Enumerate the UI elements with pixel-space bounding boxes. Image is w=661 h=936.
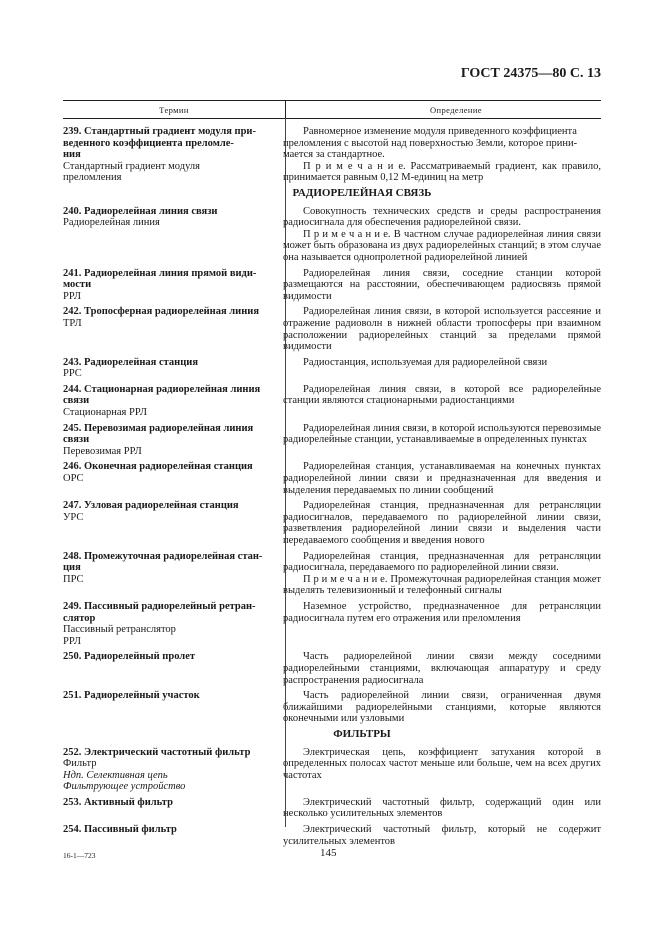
header-column-separator xyxy=(285,100,286,119)
term-cell xyxy=(63,384,278,419)
term-cell xyxy=(63,268,278,303)
definition-cell xyxy=(283,384,601,419)
term-name: 251. Радиорелейный участок xyxy=(63,690,200,702)
term-synonym: ПРС xyxy=(63,573,84,585)
glossary-entry xyxy=(63,206,601,264)
term-synonym: Пассивный ретранслятор xyxy=(63,624,176,636)
definition-cell xyxy=(283,206,601,264)
term-synonym: Стандартный градиент модуля xyxy=(63,160,200,172)
term-cell xyxy=(63,126,278,184)
definition-cell xyxy=(283,357,601,380)
glossary-entry xyxy=(63,357,601,380)
definition-text: Наземное устройство, предназначенное для ретрансляции радиосигнала путем его отражения или преломления xyxy=(283,600,601,624)
page-number: 145 xyxy=(320,847,337,859)
glossary-entry xyxy=(63,126,601,184)
definition-cell xyxy=(283,601,601,647)
definition-cell xyxy=(283,500,601,546)
header-top-rule xyxy=(63,100,601,101)
term-cell xyxy=(63,651,278,686)
term-synonym: ОРС xyxy=(63,473,84,485)
term-cell xyxy=(63,690,278,725)
definition-text: Радиорелейная линия связи, в которой используются перевозимые радиорелейные станции, устанавливаемые в определенных пунктах xyxy=(283,422,601,446)
term-name: 244. Стационарная радиорелейная линия xyxy=(63,383,261,395)
term-name: 248. Промежуточная радиорелейная стан- xyxy=(63,550,263,562)
definition-text: Равномерное изменение модуля приведенного коэффициента xyxy=(303,126,577,137)
header-bottom-rule xyxy=(63,118,601,119)
definition-text: Часть радиорелейной линии связи, ограниченная двумя ближайшими радиорелейными станциями, которые являются оконечными или узловыми xyxy=(283,690,601,725)
glossary-entry xyxy=(63,690,601,725)
term-cell xyxy=(63,551,278,597)
term-cell xyxy=(63,824,278,847)
glossary-entry xyxy=(63,824,601,847)
table-header xyxy=(63,100,601,119)
term-name: 241. Радиорелейная линия прямой види- xyxy=(63,267,257,279)
column-definition-heading: Определение xyxy=(430,105,482,115)
definition-cell xyxy=(283,690,601,725)
term-name: 246. Оконечная радиорелейная станция xyxy=(63,461,253,473)
glossary-entry xyxy=(63,423,601,458)
term-cell xyxy=(63,500,278,546)
term-deprecated: Ндп. Селективная цепь xyxy=(63,769,168,781)
term-name: мости xyxy=(63,279,92,291)
definition-text: преломления с высотой над поверхностью Земли, которое прини- xyxy=(283,137,578,149)
term-cell xyxy=(63,797,278,820)
definition-text: мается за стандартное. xyxy=(283,149,385,161)
entries-group-radio-relay xyxy=(63,206,601,725)
term-synonym: РРЛ xyxy=(63,635,82,647)
definition-cell xyxy=(283,423,601,458)
term-name: 252. Электрический частотный фильтр xyxy=(63,746,251,758)
definition-text: Радиорелейная станция, предназначенная для ретрансляции радиосигналов, передаваемого по радиорелейной линии связи, разветвления радиорелейной линии связи и выделения части передаваемого сообщения и введения нового xyxy=(283,500,601,546)
term-name: 240. Радиорелейная линия связи xyxy=(63,205,218,217)
term-deprecated: Фильтрующее устройство xyxy=(63,781,186,793)
entries-group-filters xyxy=(63,747,601,848)
term-name: веденного коэффициента преломле- xyxy=(63,137,234,149)
definition-text: Радиостанция, используемая для радиорелейной связи xyxy=(303,356,548,368)
definition-text: Электрический частотный фильтр, который не содержит усилительных элементов xyxy=(283,824,601,847)
definition-cell xyxy=(283,824,601,847)
definition-text: Электрическая цепь, коэффициент затухания которой в определенных полосах частот меньше или больше, чем на всех других частотах xyxy=(283,746,601,781)
term-name: 245. Перевозимая радиорелейная линия xyxy=(63,422,254,434)
glossary-entry xyxy=(63,601,601,647)
definition-note: П р и м е ч а н и е. В частном случае радиорелейная линия связи может быть образована из двух радиорелейных станций; в этом случае она называется однопролетной радиорелейной линией xyxy=(283,228,601,263)
term-cell xyxy=(63,423,278,458)
definition-cell xyxy=(283,126,601,184)
term-synonym: Стационарная РРЛ xyxy=(63,407,148,419)
glossary-entry xyxy=(63,551,601,597)
print-code: 16-1—723 xyxy=(63,851,96,860)
definition-text: Электрический частотный фильтр, содержащий один или несколько усилительных элементов xyxy=(283,796,601,820)
column-term-heading: Термин xyxy=(159,105,189,115)
term-name: 254. Пассивный фильтр xyxy=(63,824,177,836)
definition-note: П р и м е ч а н и е. Рассматриваемый градиент, как правило, принимается равным 0,12 М-единиц на метр xyxy=(283,160,601,184)
term-name: 247. Узловая радиорелейная станция xyxy=(63,500,239,512)
term-cell xyxy=(63,306,278,352)
term-name: ция xyxy=(63,562,81,574)
term-synonym: преломления xyxy=(63,172,122,184)
definition-cell xyxy=(283,551,601,597)
glossary-entry xyxy=(63,384,601,419)
term-name: слятор xyxy=(63,612,96,624)
glossary-entry xyxy=(63,797,601,820)
definition-cell xyxy=(283,747,601,793)
glossary-entry xyxy=(63,268,601,303)
term-synonym: УРС xyxy=(63,511,84,523)
term-name: 242. Тропосферная радиорелейная линия xyxy=(63,306,260,318)
glossary-body xyxy=(63,126,601,851)
definition-text: Радиорелейная линия связи, в которой все радиорелейные станции являются стационарными радиостанциями xyxy=(283,383,601,407)
term-cell xyxy=(63,461,278,496)
definition-cell xyxy=(283,306,601,352)
definition-cell xyxy=(283,797,601,820)
entries-group-gradient xyxy=(63,126,601,184)
glossary-entry xyxy=(63,500,601,546)
term-name: 249. Пассивный радиорелейный ретран- xyxy=(63,600,256,612)
term-cell xyxy=(63,357,278,380)
term-name: 243. Радиорелейная станция xyxy=(63,356,199,368)
term-synonym: ТРЛ xyxy=(63,317,82,329)
definition-cell xyxy=(283,268,601,303)
glossary-entry xyxy=(63,461,601,496)
definition-cell xyxy=(283,651,601,686)
term-name: 250. Радиорелейный пролет xyxy=(63,651,196,663)
definition-cell xyxy=(283,461,601,496)
term-name: 253. Активный фильтр xyxy=(63,796,173,808)
definition-text: Совокупность технических средств и среды распространения радиосигнала для обеспечения радиорелейной связи. xyxy=(283,205,601,229)
section-title-filters: ФИЛЬТРЫ xyxy=(333,727,391,740)
glossary-entry xyxy=(63,306,601,352)
term-synonym: Радиорелейная линия xyxy=(63,217,160,229)
term-name: связи xyxy=(63,434,90,446)
glossary-entry xyxy=(63,747,601,793)
definition-text: Радиорелейная линия связи, в которой используется рассеяние и отражение радиоволн в нижней области тропосферы при взаимном расположении радиорелейных станций за пределами прямой видимости xyxy=(283,306,601,353)
term-synonym: РРЛ xyxy=(63,290,82,302)
document-code: ГОСТ 24375—80 С. 13 xyxy=(460,66,601,81)
term-synonym: Фильтр xyxy=(63,758,97,770)
definition-note: П р и м е ч а н и е. Промежуточная радиорелейная станция может выделять телевизионный и телефонный сигналы xyxy=(283,573,601,597)
glossary-entry xyxy=(63,651,601,686)
term-cell xyxy=(63,206,278,264)
definition-text: Часть радиорелейной линии связи между соседними радиорелейными станциями, включающая аппаратуру и среду распространения радиосигнала xyxy=(283,651,601,686)
term-cell xyxy=(63,601,278,647)
definition-text: Радиорелейная станция, устанавливаемая на конечных пунктах радиорелейной линии связи и предназначенная для введения и выделения передаваемых по линии сообщений xyxy=(283,461,601,496)
definition-text: Радиорелейная станция, предназначенная для ретрансляции радиосигнала, передаваемого по радиорелейной линии связи. xyxy=(283,550,601,574)
definition-text: Радиорелейная линия связи, соседние станции которой размещаются на расстоянии, обеспечивающем радиосвязь прямой видимости xyxy=(283,267,601,302)
term-name: связи xyxy=(63,395,90,407)
term-name: ния xyxy=(63,149,81,161)
term-synonym: Перевозимая РРЛ xyxy=(63,445,142,457)
section-title-radio-relay: РАДИОРЕЛЕЙНАЯ СВЯЗЬ xyxy=(292,186,432,199)
term-cell xyxy=(63,747,278,793)
term-synonym: РРС xyxy=(63,368,82,380)
term-name: 239. Стандартный градиент модуля при- xyxy=(63,126,256,137)
